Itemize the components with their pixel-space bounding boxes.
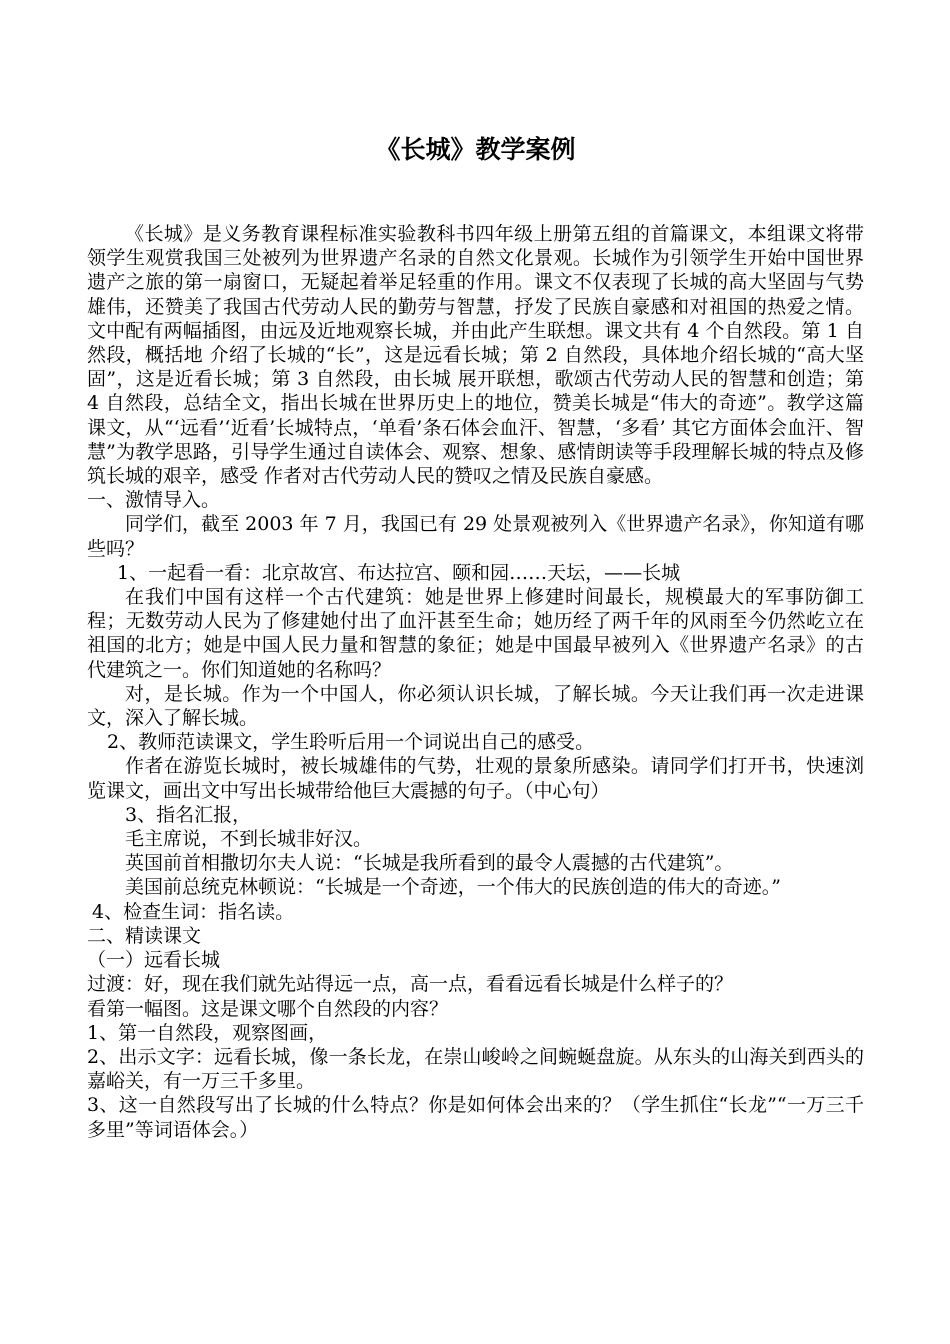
paragraph: 看第一幅图。这是课文哪个自然段的内容？ — [87, 997, 449, 1020]
paragraph: （一）远看长城 — [87, 949, 221, 972]
paragraph: 同学们，截至 2003 年 7 月，我国已有 29 处景观被列入《世界遗产名录》，你知道有哪些吗？ — [87, 513, 864, 560]
paragraph: 过渡：好，现在我们就先站得远一点，高一点，看看远看长城是什么样子的？ — [87, 973, 734, 996]
paragraph: 1、第一自然段，观察图画， — [87, 1021, 328, 1044]
paragraph: 《长城》是义务教育课程标准实验教科书四年级上册第五组的首篇课文，本组课文将带领学生观赏我国三处被列为世界遗产名录的自然文化景观。长城作为引领学生开始中国世界遗产之旅的第一扇窗口，无疑起着举足轻重的作用。课文不仅表现了长城的高大坚固与气势雄伟，还赞美了我国古代劳动人民的勤劳与智慧，抒发了民族自豪感和对祖国的热爱之情。文中配有两幅插图，由远及近地观察长城，并由此产生联想。课文共有 4 个自然段。第 1 自然段，概括地 介绍了长城的“长”，这是远看长城；第 2 自然段，具体地介绍长城的“高大坚固”，这是近看长城；第 3 自然段，由长城 展开联想，歌颂古代劳动人民的智慧和创造；第 4 自然段，总结全文，指出长城在世界历史上的地位，赞美长城是“伟大的奇迹”。教学这篇课文，从“‘远看’‘近看’长城特点，‘单看’条石体会血汗、智慧，‘多看’ 其它方面体会血汗、智慧”为教学思路，引导学生通过自读体会、观察、想象、感情朗读等手段理解长城的特点及修筑长城的艰辛，感受 作者对古代劳动人民的赞叹之情及民族自豪感。 — [87, 223, 864, 488]
paragraph: 1、一起看一看：北京故宫、布达拉宫、颐和园……天坛，——长城 — [117, 561, 681, 584]
paragraph: 毛主席说，不到长城非好汉。 — [125, 828, 373, 851]
paragraph: 3、指名汇报， — [125, 803, 252, 826]
paragraph: 美国前总统克林顿说：“长城是一个奇迹，一个伟大的民族创造的伟大的奇迹。” — [125, 876, 781, 899]
document-body — [87, 222, 864, 1142]
paragraph: 2、教师范读课文，学生聆听后用一个词说出自己的感受。 — [107, 731, 595, 754]
paragraph: 二、精读课文 — [87, 924, 202, 947]
paragraph: 4、检查生词：指名读。 — [92, 900, 295, 923]
document-title: 《长城》教学案例 — [375, 135, 576, 164]
paragraph: 一、激情导入。 — [87, 489, 221, 512]
paragraph: 在我们中国有这样一个古代建筑：她是世界上修建时间最长，规模最大的军事防御工程；无数劳动人民为了修建她付出了血汗甚至生命；她历经了两千年的风雨至今仍然屹立在祖国的北方；她是中国人民力量和智慧的象征；她是中国最早被列入《世界遗产名录》的古代建筑之一。你们知道她的名称吗？ — [87, 586, 864, 681]
paragraph: 英国前首相撒切尔夫人说：“长城是我所看到的最令人震撼的古代建筑”。 — [125, 852, 734, 875]
paragraph: 作者在游览长城时，被长城雄伟的气势，壮观的景象所感染。请同学们打开书，快速浏览课文，画出文中写出长城带给他巨大震撼的句子。（中心句） — [87, 755, 864, 802]
paragraph: 对，是长城。作为一个中国人，你必须认识长城，了解长城。今天让我们再一次走进课文，深入了解长城。 — [87, 682, 864, 730]
paragraph: 2、出示文字：远看长城，像一条长龙，在崇山峻岭之间蜿蜒盘旋。从东头的山海关到西头的嘉峪关，有一万三千多里。 — [87, 1045, 864, 1093]
paragraph: 3、这一自然段写出了长城的什么特点？你是如何体会出来的？（学生抓住“长龙”“一万三千多里”等词语体会。） — [87, 1094, 864, 1141]
